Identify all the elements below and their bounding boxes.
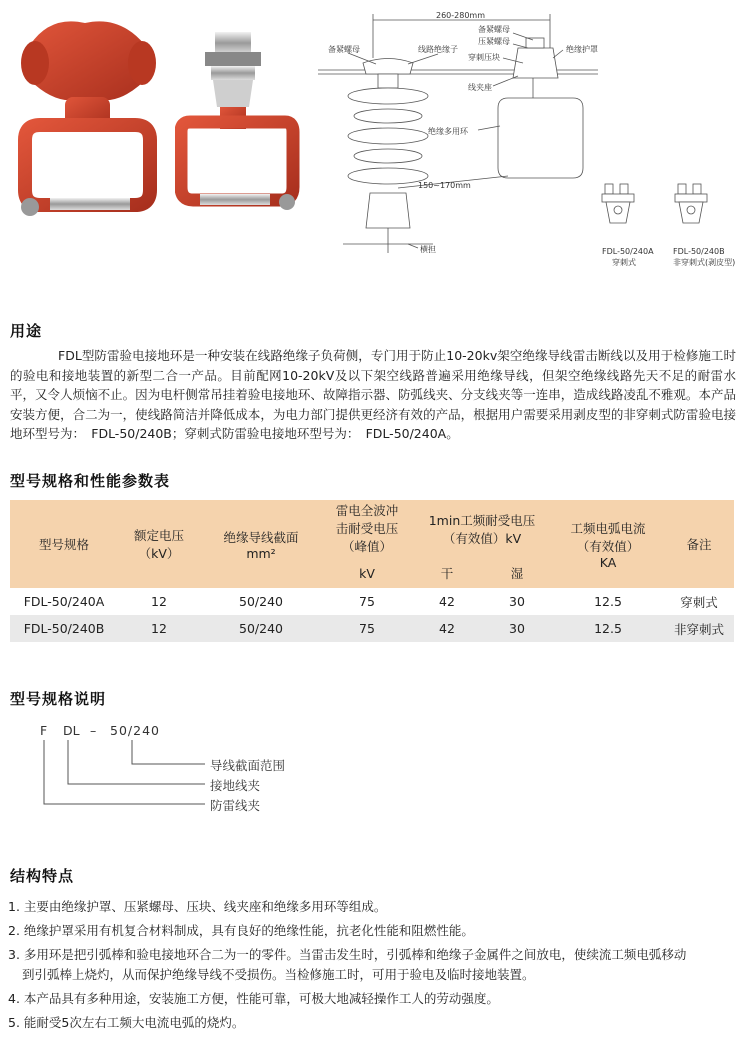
th-section: [200, 500, 322, 588]
cell-voltage: 12: [151, 594, 167, 609]
cell-model: FDL-50/240B: [23, 621, 105, 636]
th-impulse-2: 击耐受电压: [335, 521, 399, 536]
th-pf: [412, 500, 552, 558]
th-voltage: [118, 500, 200, 588]
list-item: 2. 绝缘护罩采用有机复合材料制成，具有良好的绝缘性能，抗老化性能和阻燃性能。: [8, 923, 474, 938]
list-item: 5. 能耐受5次左右工频大电流电弧的烧灼。: [8, 1015, 245, 1030]
code-dl: DL: [63, 723, 80, 738]
th-arc-unit: KA: [599, 554, 617, 570]
desc-lightning: 防雷线夹: [210, 798, 261, 813]
th-arc: [552, 500, 664, 588]
cell-dry: 42: [439, 621, 455, 636]
model-b-caption: [673, 246, 735, 268]
desc-section: 导线截面范围: [210, 758, 286, 773]
usage-paragraph: [10, 346, 736, 444]
usage-text: FDL型防雷验电接地环是一种安装在线路绝缘子负荷侧，专门用于防止10-20kv架空绝缘导线雷击断线以及用于检修施工时的验电和接地装置的新型二合一产品。目前配网10-20kV及以下架空线路普遍采用绝缘导线，但架空绝缘线路先天不足的耐雷水平，又令人烦恼不止。因为电杆侧常吊挂着验电接地环、故障指示器、防弧线夹、分支线夹等一连串，造成线路凌乱不雅观。本产品安装方便，合二为一，使线路简洁并降低成本，为电力部门提供更经济有效的产品，根据用户需要采用剥皮型的非穿刺式防雷验电接地环型号为： FDL-50/240B；穿刺式防雷验电接地环型号为： FDL-50/240A。: [10, 348, 736, 441]
usage-title: 用途: [10, 322, 43, 340]
th-pf-dry: 干: [440, 566, 454, 581]
cell-model: FDL-50/240A: [23, 594, 105, 609]
cell-impulse: 75: [359, 621, 375, 636]
list-item: 4. 本产品具有多种用途，安装施工方便，性能可靠，可极大地减轻操作工人的劳动强度。: [8, 991, 499, 1006]
features-list: [8, 897, 738, 1037]
cell-dry: 42: [439, 594, 455, 609]
model-a-type: 穿刺式: [612, 258, 636, 267]
model-a-caption: [602, 246, 654, 268]
cell-voltage: 12: [151, 621, 167, 636]
th-voltage-unit: （kV）: [138, 546, 180, 561]
th-impulse-1: 雷电全波冲: [335, 503, 399, 518]
label-nut-standby: 备紧螺母: [328, 45, 360, 54]
label-nut-standby-2: 备紧螺母: [478, 25, 510, 34]
label-nut-press: 压紧螺母: [478, 37, 510, 46]
list-item: 1. 主要由绝缘护罩、压紧螺母、压块、线夹座和绝缘多用环等组成。: [8, 899, 387, 914]
cell-arc: 12.5: [594, 621, 622, 636]
code-f: F: [40, 723, 48, 738]
label-crossarm: 横担: [420, 245, 436, 254]
cell-arc: 12.5: [594, 594, 622, 609]
product-photo-cover-clamp: [10, 5, 165, 225]
th-section-unit: mm²: [246, 545, 276, 561]
code-num: 50/240: [110, 723, 160, 738]
th-note: 备注: [686, 537, 712, 552]
model-code-title: 型号规格说明: [10, 690, 107, 708]
label-clamp-base: 线夹座: [468, 83, 492, 92]
th-model: 型号规格: [38, 537, 89, 552]
cell-note: 非穿刺式: [673, 621, 724, 637]
model-sketches: [600, 178, 735, 243]
th-pf-wet: 湿: [510, 566, 524, 581]
features-title: 结构特点: [10, 867, 75, 885]
model-b-name: FDL-50/240B: [673, 247, 725, 256]
dim-top-label: 260-280mm: [436, 11, 486, 20]
th-arc-2: （有效值）: [576, 538, 640, 554]
dim-mid-label: 150~170mm: [418, 181, 471, 190]
th-impulse-unit: kV: [359, 565, 375, 581]
th-impulse-3: （峰值）: [341, 539, 392, 554]
model-b-type: 非穿刺式(剥皮型): [673, 258, 736, 267]
th-arc-1: 工频电弧电流: [570, 520, 646, 536]
cell-section: 50/240: [239, 594, 283, 609]
th-section-label: 绝缘导线截面: [223, 529, 299, 545]
installation-diagram: [318, 8, 618, 268]
label-ring: 绝缘多用环: [428, 127, 468, 136]
cell-note: 穿刺式: [680, 594, 718, 610]
th-pf-1: 1min工频耐受电压: [428, 513, 536, 528]
cell-section: 50/240: [239, 621, 283, 636]
th-impulse: [322, 500, 412, 558]
label-line-insulator: 线路绝缘子: [418, 45, 458, 54]
cell-wet: 30: [509, 594, 525, 609]
product-figure-area: [0, 0, 740, 290]
model-code-brackets: [30, 740, 230, 815]
product-photo-bolt-clamp: [175, 22, 300, 227]
table-row: [10, 615, 734, 642]
label-cover: 绝缘护罩: [566, 45, 598, 54]
spec-table-title: 型号规格和性能参数表: [10, 472, 171, 490]
list-item: 3. 多用环是把引弧棒和验电接地环合二为一的零件。当雷击发生时，引弧棒和绝缘子金属件之间放电，使续流工频电弧移动: [8, 947, 687, 962]
label-pierce-block: 穿刺压块: [468, 53, 500, 62]
model-a-name: FDL-50/240A: [602, 247, 654, 256]
cell-wet: 30: [509, 621, 525, 636]
desc-ground: 接地线夹: [210, 778, 261, 793]
table-row: [10, 588, 734, 615]
th-pf-2: （有效值）kV: [442, 531, 522, 546]
list-item: 到引弧棒上烧灼，从而保护绝缘导线不受损伤。当检修施工时，可用于验电及临时接地装置。: [22, 967, 535, 982]
th-voltage-label: 额定电压: [133, 528, 184, 543]
cell-impulse: 75: [359, 594, 375, 609]
spec-table: [10, 500, 734, 642]
code-dash: –: [90, 723, 97, 738]
